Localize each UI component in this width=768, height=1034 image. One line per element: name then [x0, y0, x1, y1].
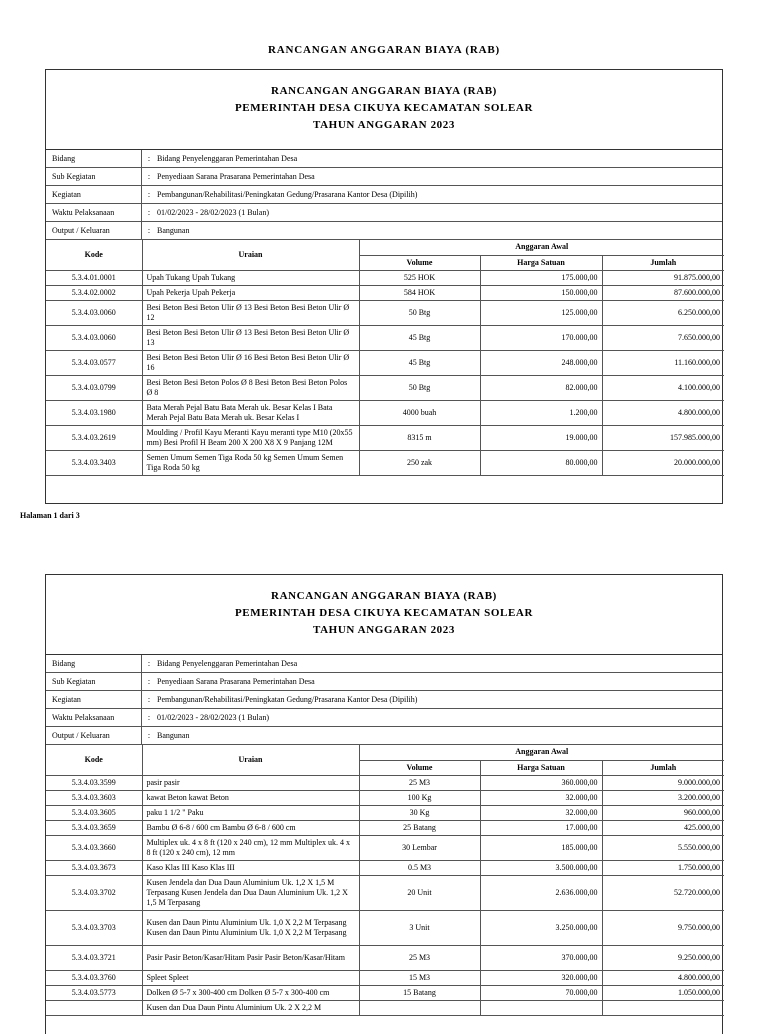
cell-harga: 80.000,00: [480, 450, 602, 475]
cell-jumlah: 6.250.000,00: [602, 300, 724, 325]
header-line-3: TAHUN ANGGARAN 2023: [313, 119, 455, 131]
cell-uraian: Spleet Spleet: [142, 970, 359, 985]
cell-volume: 30 Kg: [359, 805, 480, 820]
cell-jumlah: [602, 1000, 724, 1015]
cell-harga: 32.000,00: [480, 790, 602, 805]
info-value: Bangunan: [157, 226, 190, 235]
cell-volume: 25 M3: [359, 775, 480, 790]
table-row: [46, 790, 724, 805]
col-harga-header: Harga Satuan: [480, 255, 602, 270]
cell-jumlah: 4.800.000,00: [602, 400, 724, 425]
cell-harga: 185.000,00: [480, 835, 602, 860]
cell-uraian: Bambu Ø 6-8 / 600 cm Bambu Ø 6-8 / 600 cm: [142, 820, 359, 835]
cell-jumlah: 9.750.000,00: [602, 910, 724, 945]
cell-harga: 19.000,00: [480, 425, 602, 450]
cell-harga: 70.000,00: [480, 985, 602, 1000]
cell-uraian: Bata Merah Pejal Batu Bata Merah uk. Besar Kelas I Bata Merah Pejal Batu Bata Merah uk. Besar Kelas I: [142, 400, 359, 425]
info-row: [46, 709, 722, 727]
cell-jumlah: 4.100.000,00: [602, 375, 724, 400]
cell-uraian: Dolken Ø 5-7 x 300-400 cm Dolken Ø 5-7 x 300-400 cm: [142, 985, 359, 1000]
cell-harga: 3.250.000,00: [480, 910, 602, 945]
header-line-3: TAHUN ANGGARAN 2023: [313, 624, 455, 636]
info-label: Waktu Pelaksanaan: [46, 709, 142, 726]
cell-kode: [46, 1000, 142, 1015]
info-row: [46, 186, 722, 204]
cell-harga: 32.000,00: [480, 805, 602, 820]
cell-kode: 5.3.4.03.3703: [46, 910, 142, 945]
info-label: Output / Keluaran: [46, 222, 142, 239]
table-row: [46, 450, 724, 475]
cell-uraian: pasir pasir: [142, 775, 359, 790]
info-value: Pembangunan/Rehabilitasi/Peningkatan Gedung/Prasarana Kantor Desa (Dipilih): [157, 695, 418, 704]
col-volume-header: Volume: [359, 255, 480, 270]
cell-volume: 8315 m: [359, 425, 480, 450]
cell-volume: 45 Btg: [359, 325, 480, 350]
col-harga-header: Harga Satuan: [480, 760, 602, 775]
header-line-1: RANCANGAN ANGGARAN BIAYA (RAB): [271, 85, 497, 97]
col-volume-header: Volume: [359, 760, 480, 775]
info-colon: :: [147, 190, 151, 199]
cell-uraian: Multiplex uk. 4 x 8 ft (120 x 240 cm), 12 mm Multiplex uk. 4 x 8 ft (120 x 240 cm), 12 mm: [142, 835, 359, 860]
cell-uraian: Besi Beton Besi Beton Ulir Ø 13 Besi Beton Besi Beton Ulir Ø 13: [142, 325, 359, 350]
cell-jumlah: 7.650.000,00: [602, 325, 724, 350]
table-row: [46, 400, 724, 425]
cell-uraian: Kaso Klas III Kaso Klas III: [142, 860, 359, 875]
cell-kode: 5.3.4.03.0577: [46, 350, 142, 375]
cell-harga: 150.000,00: [480, 285, 602, 300]
col-kode-header: Kode: [46, 745, 142, 775]
table-row: [46, 820, 724, 835]
header-line-1: RANCANGAN ANGGARAN BIAYA (RAB): [271, 590, 497, 602]
info-value: Bangunan: [157, 731, 190, 740]
cell-volume: 525 HOK: [359, 270, 480, 285]
sheet-header: [46, 70, 722, 150]
col-uraian-header: Uraian: [142, 240, 359, 270]
sheet-header: [46, 575, 722, 655]
cell-jumlah: 11.160.000,00: [602, 350, 724, 375]
cell-volume: 100 Kg: [359, 790, 480, 805]
info-label: Bidang: [46, 150, 142, 167]
cell-jumlah: 5.550.000,00: [602, 835, 724, 860]
rab-sheet-page-2: [45, 574, 723, 1034]
cell-uraian: Besi Beton Besi Beton Polos Ø 8 Besi Beton Besi Beton Polos Ø 8: [142, 375, 359, 400]
cell-harga: 125.000,00: [480, 300, 602, 325]
rab-sheet-page-1: [45, 69, 723, 504]
cell-kode: 5.3.4.03.3659: [46, 820, 142, 835]
cell-jumlah: 9.000.000,00: [602, 775, 724, 790]
info-value: Penyediaan Sarana Prasarana Pemerintahan Desa: [157, 172, 315, 181]
info-row: [46, 222, 722, 240]
cell-jumlah: 425.000,00: [602, 820, 724, 835]
cell-jumlah: 1.050.000,00: [602, 985, 724, 1000]
cell-uraian: Besi Beton Besi Beton Ulir Ø 13 Besi Beton Besi Beton Ulir Ø 12: [142, 300, 359, 325]
info-row: [46, 673, 722, 691]
cell-volume: 25 Batang: [359, 820, 480, 835]
info-value: 01/02/2023 - 28/02/2023 (1 Bulan): [157, 713, 269, 722]
cell-kode: 5.3.4.03.3721: [46, 945, 142, 970]
info-colon: :: [147, 208, 151, 217]
rab-table: [46, 240, 724, 476]
cell-uraian: Kusen Jendela dan Dua Daun Aluminium Uk. 1,2 X 1,5 M Terpasang Kusen Jendela dan Dua Daun Aluminium Uk. 1,2 X 1,5 M Terpasang: [142, 875, 359, 910]
cell-harga: 2.636.000,00: [480, 875, 602, 910]
table-row: [46, 970, 724, 985]
cell-jumlah: 4.800.000,00: [602, 970, 724, 985]
cell-volume: 4000 buah: [359, 400, 480, 425]
col-anggaran-header: Anggaran Awal: [359, 745, 724, 760]
cell-kode: 5.3.4.03.0060: [46, 325, 142, 350]
cell-harga: 170.000,00: [480, 325, 602, 350]
cell-harga: 370.000,00: [480, 945, 602, 970]
cell-uraian: kawat Beton kawat Beton: [142, 790, 359, 805]
info-label: Bidang: [46, 655, 142, 672]
info-label: Output / Keluaran: [46, 727, 142, 744]
header-line-2: PEMERINTAH DESA CIKUYA KECAMATAN SOLEAR: [234, 102, 534, 114]
cell-kode: 5.3.4.03.3603: [46, 790, 142, 805]
info-row: [46, 150, 722, 168]
cell-uraian: Upah Tukang Upah Tukang: [142, 270, 359, 285]
info-colon: :: [147, 226, 151, 235]
cell-harga: 248.000,00: [480, 350, 602, 375]
cell-jumlah: 157.985.000,00: [602, 425, 724, 450]
cell-volume: 30 Lembar: [359, 835, 480, 860]
info-value: 01/02/2023 - 28/02/2023 (1 Bulan): [157, 208, 269, 217]
table-row: [46, 425, 724, 450]
cell-harga: 82.000,00: [480, 375, 602, 400]
table-row: [46, 350, 724, 375]
info-colon: :: [147, 172, 151, 181]
cell-harga: 175.000,00: [480, 270, 602, 285]
cell-jumlah: 52.720.000,00: [602, 875, 724, 910]
cell-jumlah: 9.250.000,00: [602, 945, 724, 970]
cell-volume: 3 Unit: [359, 910, 480, 945]
cell-volume: [359, 1000, 480, 1015]
info-label: Waktu Pelaksanaan: [46, 204, 142, 221]
info-row: [46, 204, 722, 222]
cell-volume: 50 Btg: [359, 300, 480, 325]
cell-kode: 5.3.4.03.3673: [46, 860, 142, 875]
cell-volume: 50 Btg: [359, 375, 480, 400]
table-row: [46, 805, 724, 820]
page-number-footer: Halaman 1 dari 3: [20, 511, 80, 520]
cell-uraian: paku 1 1/2 " Paku: [142, 805, 359, 820]
info-colon: :: [147, 659, 151, 668]
cell-jumlah: 91.875.000,00: [602, 270, 724, 285]
info-colon: :: [147, 713, 151, 722]
cell-uraian: Upah Pekerja Upah Pekerja: [142, 285, 359, 300]
cell-harga: 360.000,00: [480, 775, 602, 790]
table-row: [46, 875, 724, 910]
cell-kode: 5.3.4.03.3599: [46, 775, 142, 790]
info-colon: :: [147, 677, 151, 686]
table-row: [46, 985, 724, 1000]
table-row: [46, 835, 724, 860]
info-colon: :: [147, 731, 151, 740]
info-row: [46, 655, 722, 673]
cell-kode: 5.3.4.03.2619: [46, 425, 142, 450]
info-colon: :: [147, 695, 151, 704]
cell-kode: 5.3.4.03.1980: [46, 400, 142, 425]
cell-harga: 17.000,00: [480, 820, 602, 835]
cell-uraian: Kusen dan Dua Daun Pintu Aluminium Uk. 2 X 2,2 M: [142, 1000, 359, 1015]
cell-uraian: Kusen dan Daun Pintu Aluminium Uk. 1,0 X 2,2 M Terpasang Kusen dan Daun Pintu Aluminium Uk. 1,0 X 2,2 M Terpasang: [142, 910, 359, 945]
cell-volume: 15 M3: [359, 970, 480, 985]
cell-jumlah: 1.750.000,00: [602, 860, 724, 875]
table-row: [46, 945, 724, 970]
cell-kode: 5.3.4.03.3605: [46, 805, 142, 820]
info-label: Kegiatan: [46, 186, 142, 203]
cell-volume: 15 Batang: [359, 985, 480, 1000]
cell-kode: 5.3.4.03.3702: [46, 875, 142, 910]
info-label: Kegiatan: [46, 691, 142, 708]
info-value: Penyediaan Sarana Prasarana Pemerintahan Desa: [157, 677, 315, 686]
info-row: [46, 691, 722, 709]
cell-volume: 25 M3: [359, 945, 480, 970]
header-line-2: PEMERINTAH DESA CIKUYA KECAMATAN SOLEAR: [234, 607, 534, 619]
table-row: [46, 375, 724, 400]
cell-kode: 5.3.4.03.5773: [46, 985, 142, 1000]
cell-uraian: Semen Umum Semen Tiga Roda 50 kg Semen Umum Semen Tiga Roda 50 kg: [142, 450, 359, 475]
cell-uraian: Moulding / Profil Kayu Meranti Kayu meranti type M10 (20x55 mm) Besi Profil H Beam 200 X 200 X8 X 9 Panjang 12M: [142, 425, 359, 450]
cell-harga: [480, 1000, 602, 1015]
col-uraian-header: Uraian: [142, 745, 359, 775]
info-row: [46, 727, 722, 745]
info-row: [46, 168, 722, 186]
info-value: Bidang Penyelenggaran Pemerintahan Desa: [157, 154, 298, 163]
table-row: [46, 285, 724, 300]
cell-kode: 5.3.4.01.0001: [46, 270, 142, 285]
cell-kode: 5.3.4.03.3403: [46, 450, 142, 475]
cell-kode: 5.3.4.03.0060: [46, 300, 142, 325]
cell-harga: 3.500.000,00: [480, 860, 602, 875]
info-block: [46, 150, 722, 240]
info-label: Sub Kegiatan: [46, 673, 142, 690]
cell-volume: 45 Btg: [359, 350, 480, 375]
table-row: [46, 910, 724, 945]
cell-jumlah: 3.200.000,00: [602, 790, 724, 805]
cell-kode: 5.3.4.02.0002: [46, 285, 142, 300]
col-anggaran-header: Anggaran Awal: [359, 240, 724, 255]
table-row: [46, 300, 724, 325]
col-jumlah-header: Jumlah: [602, 760, 724, 775]
cell-jumlah: 20.000.000,00: [602, 450, 724, 475]
cell-kode: 5.3.4.03.0799: [46, 375, 142, 400]
cell-uraian: Besi Beton Besi Beton Ulir Ø 16 Besi Beton Besi Beton Ulir Ø 16: [142, 350, 359, 375]
col-jumlah-header: Jumlah: [602, 255, 724, 270]
info-colon: :: [147, 154, 151, 163]
cell-volume: 584 HOK: [359, 285, 480, 300]
cell-kode: 5.3.4.03.3660: [46, 835, 142, 860]
cell-harga: 1.200,00: [480, 400, 602, 425]
info-label: Sub Kegiatan: [46, 168, 142, 185]
table-row: [46, 270, 724, 285]
cell-harga: 320.000,00: [480, 970, 602, 985]
cell-jumlah: 960.000,00: [602, 805, 724, 820]
info-value: Pembangunan/Rehabilitasi/Peningkatan Gedung/Prasarana Kantor Desa (Dipilih): [157, 190, 418, 199]
cell-volume: 20 Unit: [359, 875, 480, 910]
table-row: [46, 325, 724, 350]
document-title: RANCANGAN ANGGARAN BIAYA (RAB): [268, 44, 500, 56]
info-value: Bidang Penyelenggaran Pemerintahan Desa: [157, 659, 298, 668]
col-kode-header: Kode: [46, 240, 142, 270]
info-block: [46, 655, 722, 745]
table-row: [46, 775, 724, 790]
table-row: [46, 860, 724, 875]
cell-uraian: Pasir Pasir Beton/Kasar/Hitam Pasir Pasir Beton/Kasar/Hitam: [142, 945, 359, 970]
cell-kode: 5.3.4.03.3760: [46, 970, 142, 985]
rab-table: [46, 745, 724, 1016]
cell-jumlah: 87.600.000,00: [602, 285, 724, 300]
table-row: [46, 1000, 724, 1015]
cell-volume: 250 zak: [359, 450, 480, 475]
cell-volume: 0.5 M3: [359, 860, 480, 875]
